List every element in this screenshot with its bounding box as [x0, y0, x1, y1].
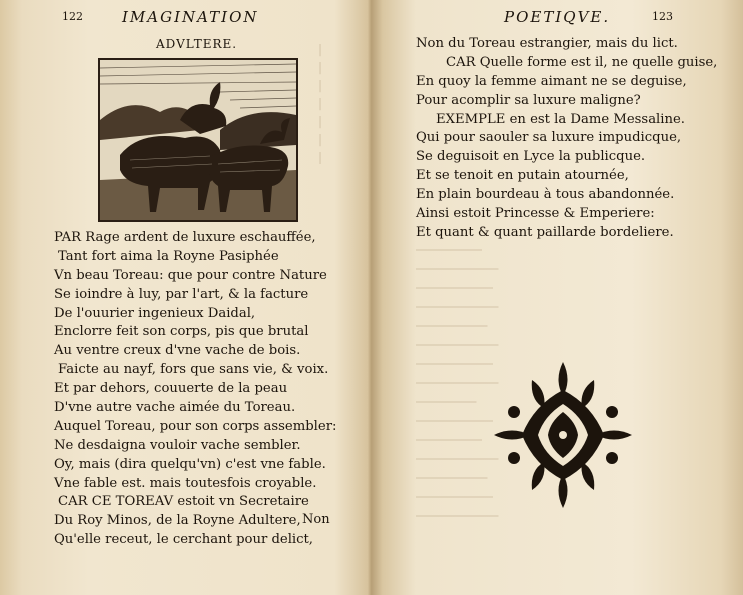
- text-line: Se ioindre à luy, par l'art, & la facture: [54, 286, 309, 302]
- text-line: Qui pour saouler sa luxure impudicque,: [416, 130, 682, 146]
- text-line: EXEMPLE en est la Dame Messaline.: [436, 111, 685, 127]
- text-line: En quoy la femme aimant ne se deguise,: [416, 73, 687, 89]
- fleuron-ornament-icon: [492, 360, 634, 510]
- text-line: Au ventre creux d'vne vache de bois.: [54, 343, 301, 359]
- left-page: [0, 0, 370, 595]
- text-line: Et quant & quant paillarde bordeliere.: [416, 224, 674, 240]
- text-line: CAR CE TOREAV estoit vn Secretaire: [58, 494, 309, 510]
- text-line: En plain bourdeau à tous abandonnée.: [416, 187, 675, 203]
- right-page-number: 123: [652, 10, 673, 23]
- catchword: Non: [302, 512, 330, 527]
- bleed-through-marks: | | | | | | |: [318, 42, 323, 164]
- text-line: Tant fort aima la Royne Pasiphée: [58, 248, 279, 264]
- section-heading: ADVLTERE.: [156, 37, 238, 51]
- woodcut-bull-cow-image: [100, 60, 296, 220]
- left-page-text: [54, 229, 336, 550]
- text-line: D'vne autre vache aimée du Toreau.: [54, 400, 296, 416]
- text-line: Et se tenoit en putain atournée,: [416, 168, 629, 184]
- text-line: Non du Toreau estrangier, mais du lict.: [416, 36, 678, 51]
- text-line: Pour acomplir sa luxure maligne?: [416, 92, 641, 108]
- right-page-text: [416, 35, 717, 243]
- text-line: Qu'elle receut, le cerchant pour delict,: [54, 532, 314, 548]
- text-line: Auquel Toreau, pour son corps assembler:: [54, 418, 337, 434]
- right-running-head: POETIQVE.: [504, 8, 611, 26]
- text-line: PAR Rage ardent de luxure eschauffée,: [54, 230, 316, 245]
- text-line: Oy, mais (dira quelqu'vn) c'est vne fable.: [54, 456, 326, 472]
- text-line: Faicte au nayf, fors que sans vie, & voix.: [58, 362, 329, 378]
- text-line: Du Roy Minos, de la Royne Adultere,: [54, 513, 301, 529]
- text-line: CAR Quelle forme est il, ne quelle guise,: [446, 54, 718, 70]
- left-running-head: IMAGINATION: [122, 8, 259, 26]
- text-line: Et par dehors, couuerte de la peau: [54, 381, 288, 397]
- text-line: De l'ouurier ingenieux Daidal,: [54, 305, 256, 321]
- text-line: Ainsi estoit Princesse & Emperiere:: [416, 206, 655, 222]
- text-line: Se deguisoit en Lyce la publicque.: [416, 149, 646, 165]
- bleed-through-text: ⎯⎯⎯⎯⎯⎯⎯⎯⎯⎯⎯⎯ ⎯⎯⎯⎯⎯⎯⎯⎯⎯⎯⎯⎯⎯⎯⎯ ⎯⎯⎯⎯⎯⎯⎯⎯⎯⎯⎯⎯⎯⎯ ⎯⎯⎯⎯⎯⎯⎯⎯⎯⎯⎯⎯⎯⎯⎯ ⎯⎯⎯⎯⎯⎯⎯⎯⎯⎯⎯⎯⎯ ⎯⎯⎯⎯⎯⎯⎯⎯⎯⎯⎯⎯⎯⎯⎯ ⎯⎯⎯⎯⎯⎯⎯⎯⎯⎯⎯⎯⎯⎯ ⎯⎯⎯⎯⎯⎯⎯⎯⎯⎯⎯⎯⎯⎯⎯ ⎯⎯⎯⎯⎯⎯⎯⎯⎯⎯⎯ ⎯⎯⎯⎯⎯⎯⎯⎯⎯⎯⎯⎯⎯⎯ ⎯⎯⎯⎯⎯⎯⎯⎯⎯⎯⎯⎯ ⎯⎯⎯⎯⎯⎯⎯⎯⎯⎯⎯⎯⎯⎯⎯ ⎯⎯⎯⎯⎯⎯⎯⎯⎯⎯⎯⎯⎯ ⎯⎯⎯⎯⎯⎯⎯⎯⎯⎯⎯⎯⎯⎯ ⎯⎯⎯⎯⎯⎯⎯⎯⎯⎯⎯⎯⎯⎯⎯: [416, 243, 499, 522]
- text-line: Enclorre feit son corps, pis que brutal: [54, 324, 309, 340]
- text-line: Ne desdaigna vouloir vache sembler.: [54, 437, 301, 453]
- text-line: Vne fable est. mais toutesfois croyable.: [54, 475, 317, 491]
- text-line: Vn beau Toreau: que pour contre Nature: [54, 267, 327, 283]
- left-page-number: 122: [62, 10, 83, 23]
- woodcut-illustration: [98, 58, 298, 222]
